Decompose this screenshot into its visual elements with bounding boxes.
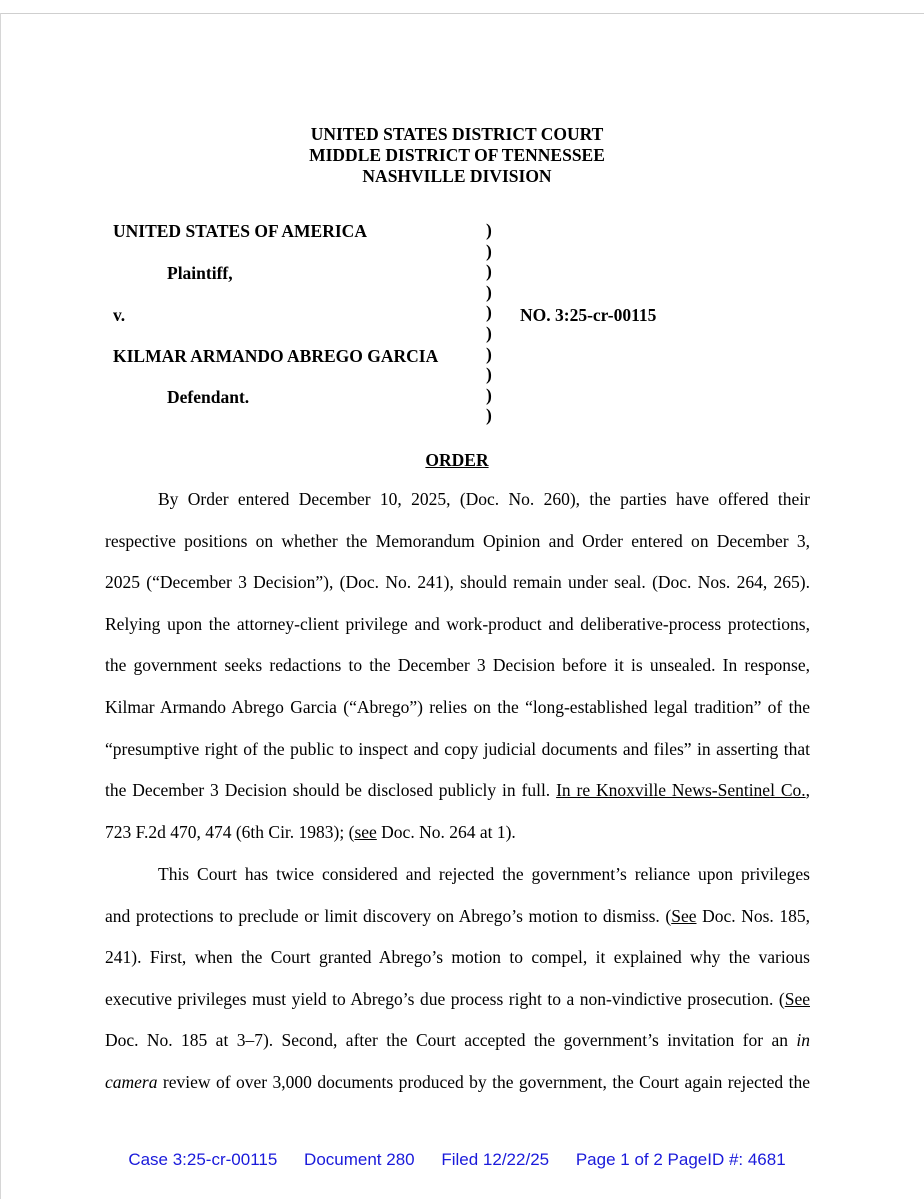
footer-page: Page 1 of 2 PageID #: 4681	[575, 1150, 786, 1169]
p1-line: Kilmar Armando Abrego Garcia (“Abrego”) relies on the “long-established legal tradition” of the	[105, 696, 810, 717]
p1-text: Doc. No. 264 at 1).	[376, 821, 516, 842]
defendant-role: Defendant.	[167, 387, 250, 407]
paragraph-1	[105, 479, 810, 853]
p2-line: This Court has twice considered and rejected the government’s reliance upon privileges	[158, 864, 810, 884]
paragraph-2	[105, 854, 810, 1104]
court-district: MIDDLE DISTRICT OF TENNESSEE	[309, 145, 605, 165]
order-title: ORDER	[425, 450, 489, 470]
case-number: NO. 3:25-cr-00115	[520, 305, 657, 325]
p1-line: “presumptive right of the public to inspect and copy judicial documents and files” in asserting that	[105, 738, 810, 759]
page-left-edge	[0, 13, 1, 1199]
p2-line	[105, 1062, 810, 1104]
court-division: NASHVILLE DIVISION	[362, 166, 552, 186]
p1-text: 723 F.2d 470, 474 (6th Cir. 1983); (	[105, 821, 355, 842]
court-name: UNITED STATES DISTRICT COURT	[310, 124, 604, 144]
p1-line: respective positions on whether the Memorandum Opinion and Order entered on December 3,	[105, 530, 810, 551]
footer-document: Document 280	[304, 1150, 415, 1169]
p1-line	[105, 770, 810, 812]
italic-text: in	[796, 1030, 810, 1051]
p2-text: review of over 3,000 documents produced by the government, the Court again rejected the	[157, 1071, 810, 1092]
italic-text: camera	[105, 1071, 158, 1092]
p2-text: Doc. No. 185 at 3–7). Second, after the Court accepted the government’s invitation for an	[105, 1030, 797, 1051]
p2-line	[105, 1020, 810, 1062]
see-signal: see	[354, 821, 377, 842]
versus: v.	[113, 305, 126, 325]
plaintiff-role: Plaintiff,	[167, 263, 233, 283]
p2-text: and protections to preclude or limit discovery on Abrego’s motion to dismiss. (	[105, 905, 672, 926]
p1-text: the December 3 Decision should be disclosed publicly in full.	[105, 780, 557, 801]
p2-line	[105, 896, 810, 938]
p1-line: Relying upon the attorney-client privilege and work-product and deliberative-process protections,	[105, 613, 810, 634]
p2-line	[105, 979, 810, 1021]
p2-text: Doc. Nos. 185,	[696, 905, 810, 926]
window-top-edge	[0, 0, 924, 14]
footer-case: Case 3:25-cr-00115	[128, 1150, 278, 1169]
p1-line: 2025 (“December 3 Decision”), (Doc. No. 241), should remain under seal. (Doc. Nos. 264, 265).	[105, 572, 810, 593]
see-signal: See	[784, 988, 810, 1009]
case-citation: In re Knoxville News-Sentinel Co.	[556, 780, 806, 801]
p2-text: executive privileges must yield to Abrego’s due process right to a non-vindictive prosecution. (	[105, 988, 785, 1009]
p1-text: ,	[805, 780, 810, 801]
see-signal: See	[671, 905, 697, 926]
plaintiff-name: UNITED STATES OF AMERICA	[113, 221, 367, 241]
ecf-footer	[0, 1150, 914, 1170]
p2-line: 241). First, when the Court granted Abrego’s motion to compel, it explained why the various	[105, 947, 810, 968]
defendant-name: KILMAR ARMANDO ABREGO GARCIA	[113, 346, 439, 366]
p1-line: By Order entered December 10, 2025, (Doc. No. 260), the parties have offered their	[158, 489, 810, 509]
p1-line: the government seeks redactions to the December 3 Decision before it is unsealed. In response,	[105, 655, 810, 676]
caption-paren-column: ) ) ) ) ) ) ) ) ) )	[486, 220, 492, 426]
court-heading	[0, 124, 914, 187]
p1-line	[105, 812, 810, 854]
footer-filed: Filed 12/22/25	[441, 1150, 550, 1169]
